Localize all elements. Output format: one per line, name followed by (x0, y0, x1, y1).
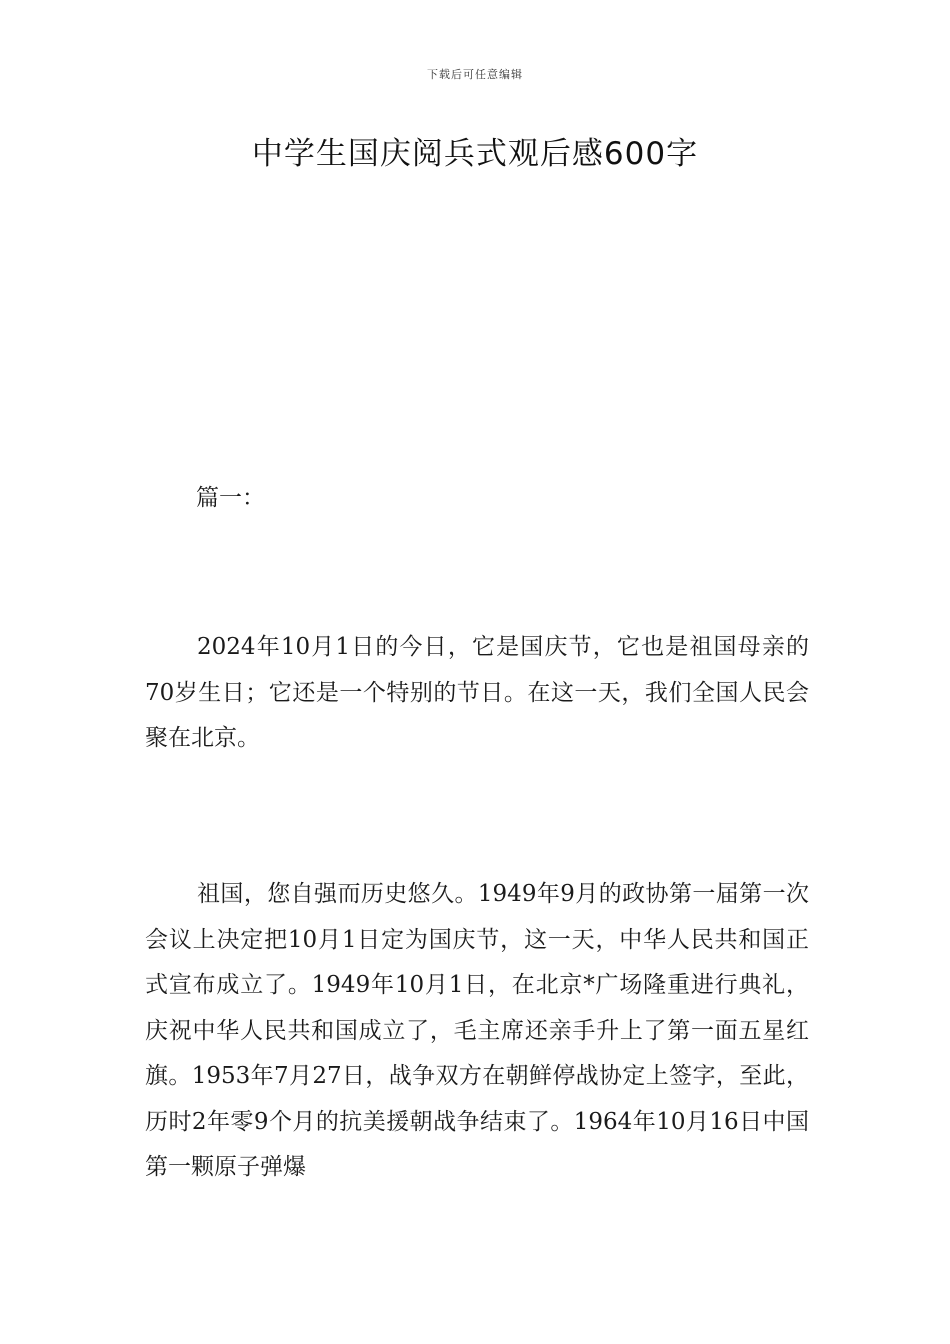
body-paragraph-1: 2024年10月1日的今日，它是国庆节，它也是祖国母亲的70岁生日；它还是一个特别的节日。在这一天，我们全国人民会聚在北京。 (145, 634, 809, 751)
section-heading: 篇一： (196, 485, 265, 511)
document-title: 中学生国庆阅兵式观后感600字 (251, 136, 699, 172)
body-paragraph-2: 祖国，您自强而历史悠久。1949年9月的政协第一届第一次会议上决定把10月1日定为国庆节，这一天，中华人民共和国正式宣布成立了。1949年10月1日，在北京*广场隆重进行典礼，庆祝中华人民共和国成立了，毛主席还亲手升上了第一面五星红旗。1953年7月27日，战争双方在朝鲜停战协定上签字，至此，历时2年零9个月的抗美援朝战争结束了。1964年10月16日中国第一颗原子弹爆 (145, 881, 809, 1180)
page-header-note: 下载后可任意编辑 (427, 68, 523, 81)
